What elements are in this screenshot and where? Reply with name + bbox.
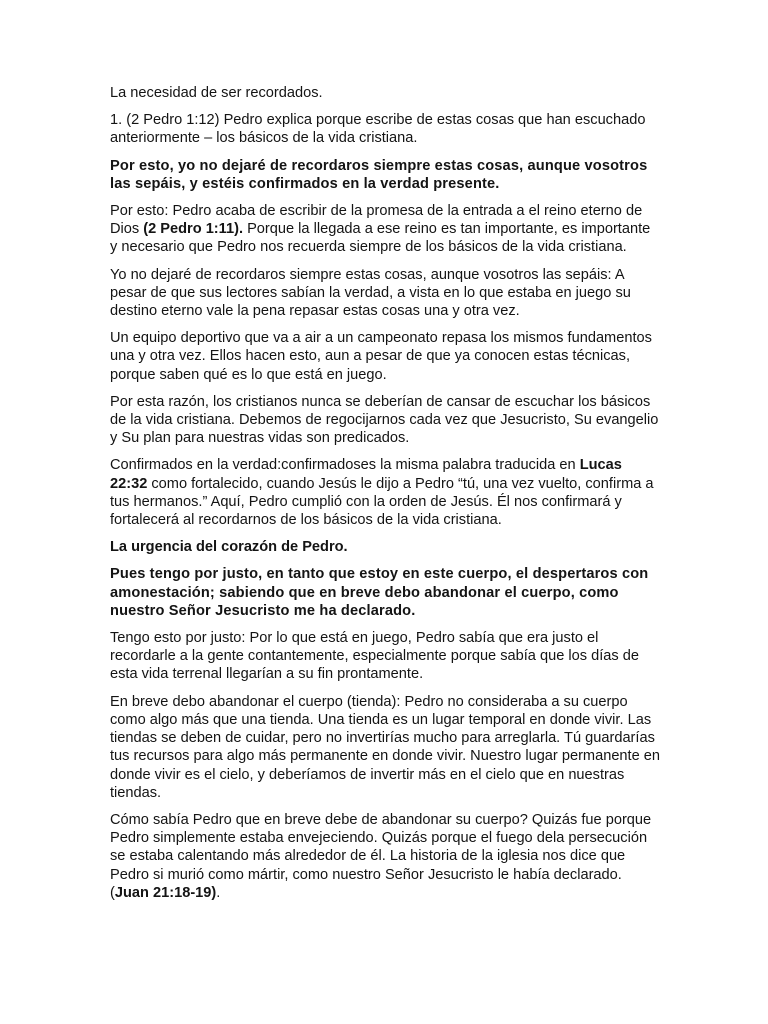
paragraph-intro: 1. (2 Pedro 1:12) Pedro explica porque escribe de estas cosas que han escuchado anteriormente – los básicos de la vida cristiana. — [110, 112, 646, 147]
document-title: La necesidad de ser recordados. — [110, 85, 323, 101]
paragraph-no-dejare: Yo no dejaré de recordaros siempre estas cosas, aunque vosotros las sepáis: A pesar de que sus lectores sabían la verdad, a vista en lo que estaba en juego su destino eterno vale la pena repasar estas cosas una y otra vez. — [110, 266, 631, 320]
paragraph-text: Por esto: Pedro acaba de escribir de la promesa de la entrada a el reino eterno de Dios — [110, 203, 643, 238]
paragraph-text: Confirmados en la verdad:confirmadoses la misma palabra traducida en — [110, 457, 580, 474]
paragraph-tengo-por-justo: Tengo esto por justo: Por lo que está en juego, Pedro sabía que era justo el recordarle a la gente contantemente, especialmente porque sabía que los días de esta vida terrenal llegarían a su fin prontamente. — [110, 630, 639, 683]
scripture-verse-1: Por esto, yo no dejaré de recordaros siempre estas cosas, aunque vosotros las sepáis, y estéis confirmados en la verdad presente. — [110, 157, 648, 192]
paragraph-text: Cómo sabía Pedro que en breve debe de abandonar su cuerpo? Quizás fue porque Pedro simplemente estaba envejeciendo. Quizás porque el fuego dela persecución se estaba calentando más alrededor de él. La historia de la iglesia nos dice que Pedro si murió como mártir, como nuestro Señor Jesucristo le había declarado. ( — [110, 811, 652, 901]
paragraph-por-esto — [110, 202, 660, 257]
section-heading: La urgencia del corazón de Pedro. — [110, 539, 348, 556]
paragraph-text: . — [216, 884, 221, 901]
scripture-reference: Lucas 22:32 — [110, 457, 622, 492]
paragraph-por-esta-razon: Por esta razón, los cristianos nunca se deberían de cansar de escuchar los básicos de la vida cristiana. Debemos de regocijarnos cada vez que Jesucristo, Su evangelio y Su plan para nuestras vidas son predicados. — [110, 393, 659, 447]
paragraph-como-sabia — [110, 811, 660, 902]
scripture-reference: (2 Pedro 1:11). — [143, 221, 244, 238]
paragraph-text: Porque la llegada a ese reino es tan importante, es importante y necesario que Pedro nos recuerda siempre de los básicos de la vida cristiana. — [110, 221, 651, 256]
paragraph-confirmados — [110, 456, 660, 529]
paragraph-text: como fortalecido, cuando Jesús le dijo a Pedro “tú, una vez vuelto, confirma a tus hermanos.” Aquí, Pedro cumplió con la orden de Jesús. Él nos confirmará y fortalecerá al recordarnos de los básicos de la vida cristiana. — [110, 475, 654, 529]
scripture-verse-2: Pues tengo por justo, en tanto que estoy en este cuerpo, el despertaros con amonestación; sabiendo que en breve debo abandonar el cuerpo, como nuestro Señor Jesucristo me ha declarado. — [110, 566, 649, 619]
document-page — [110, 84, 660, 911]
paragraph-equipo-deportivo: Un equipo deportivo que va a air a un campeonato repasa los mismos fundamentos una y otra vez. Ellos hacen esto, aun a pesar de que ya conocen estas técnicas, porque saben qué es lo que está en juego. — [110, 330, 652, 383]
paragraph-en-breve: En breve debo abandonar el cuerpo (tienda): Pedro no consideraba a su cuerpo como algo más que una tienda. Una tienda es un lugar temporal en donde vivir. Las tiendas se deben de cuidar, pero no invertirías mucho para arreglarla. Tú guardarías tus recursos para algo más permanente en donde vivir. Nuestro lugar permanente en donde vivir es el cielo, y deberíamos de invertir más en el cielo que en nuestras tiendas. — [110, 693, 661, 801]
scripture-reference: Juan 21:18-19) — [114, 884, 217, 901]
